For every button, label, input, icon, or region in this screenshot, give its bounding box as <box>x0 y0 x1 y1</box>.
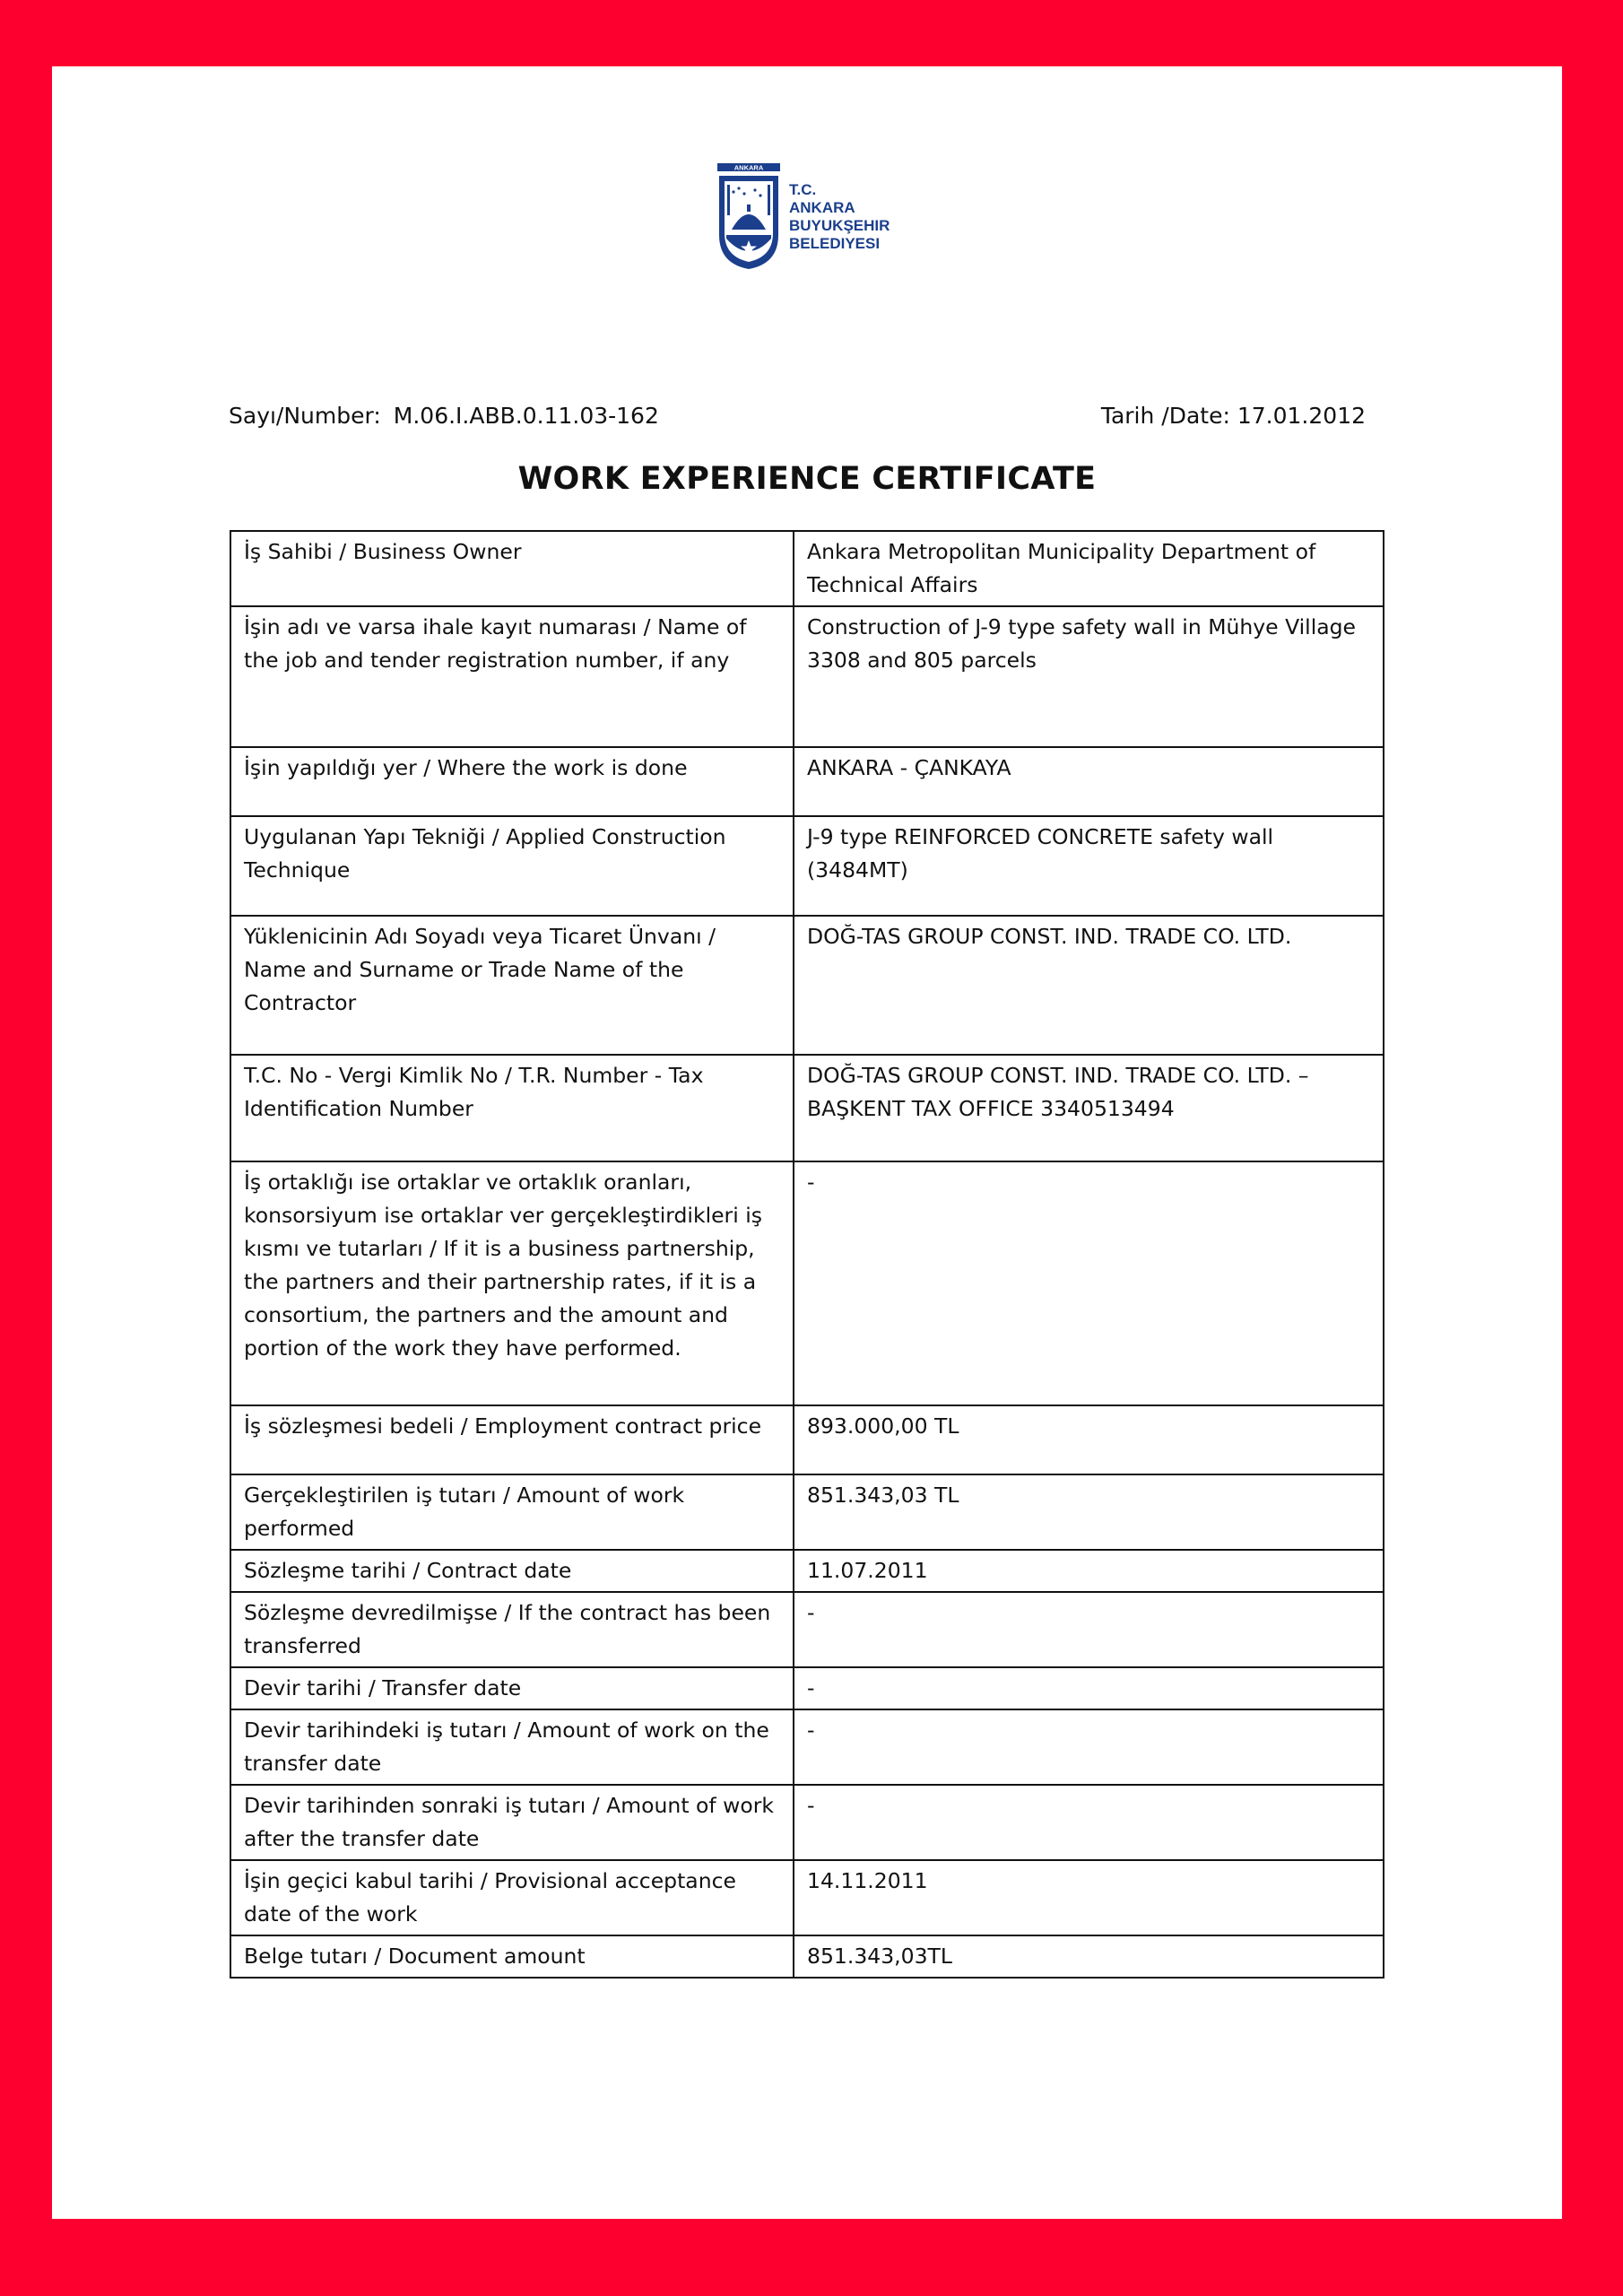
row-label: İşin yapıldığı yer / Where the work is done <box>230 747 794 816</box>
row-label: İşin adı ve varsa ihale kayıt numarası / Name of the job and tender registration number, if any <box>230 606 794 747</box>
row-value: ANKARA - ÇANKAYA <box>794 747 1384 816</box>
table-row <box>230 1474 1384 1550</box>
row-label: Devir tarihi / Transfer date <box>230 1667 794 1709</box>
row-label: İş sözleşmesi bedeli / Employment contract price <box>230 1405 794 1474</box>
document-title: WORK EXPERIENCE CERTIFICATE <box>517 461 1097 497</box>
table-row <box>230 1055 1384 1161</box>
table-row <box>230 531 1384 606</box>
row-label: Yüklenicinin Adı Soyadı veya Ticaret Ünvanı / Name and Surname or Trade Name of the Contractor <box>230 916 794 1055</box>
table-row <box>230 1785 1384 1860</box>
emblem-text: ANKARA <box>733 163 764 172</box>
logo-line: BELEDIYESI <box>789 235 881 252</box>
table-row <box>230 816 1384 916</box>
row-value: Ankara Metropolitan Municipality Department of Technical Affairs <box>794 531 1384 606</box>
row-value: - <box>794 1709 1384 1785</box>
municipality-name <box>789 181 890 253</box>
row-value: - <box>794 1667 1384 1709</box>
row-label: İşin geçici kabul tarihi / Provisional acceptance date of the work <box>230 1860 794 1935</box>
row-value: J-9 type REINFORCED CONCRETE safety wall (3484MT) <box>794 816 1384 916</box>
row-label: Gerçekleştirilen iş tutarı / Amount of work performed <box>230 1474 794 1550</box>
row-value: - <box>794 1592 1384 1667</box>
document-number <box>229 403 659 429</box>
table-row <box>230 1592 1384 1667</box>
table-row <box>230 1550 1384 1592</box>
date-value: 17.01.2012 <box>1237 403 1366 429</box>
row-label: Sözleşme devredilmişse / If the contract has been transferred <box>230 1592 794 1667</box>
municipality-logo <box>714 163 965 343</box>
row-value: - <box>794 1161 1384 1405</box>
row-label: Devir tarihindeki iş tutarı / Amount of work on the transfer date <box>230 1709 794 1785</box>
logo-line: ANKARA <box>789 199 855 216</box>
document-meta <box>229 403 1366 429</box>
row-label: Sözleşme tarihi / Contract date <box>230 1550 794 1592</box>
table-row <box>230 916 1384 1055</box>
logo-line: T.C. <box>789 181 817 198</box>
row-value: 14.11.2011 <box>794 1860 1384 1935</box>
row-value: 11.07.2011 <box>794 1550 1384 1592</box>
table-row <box>230 1667 1384 1709</box>
municipality-emblem-icon <box>714 163 785 271</box>
certificate-table <box>230 530 1384 1979</box>
row-value: 851.343,03 TL <box>794 1474 1384 1550</box>
table-row <box>230 1860 1384 1935</box>
row-value: - <box>794 1785 1384 1860</box>
number-label: Sayı/Number: <box>229 403 381 429</box>
row-label: Uygulanan Yapı Tekniği / Applied Construction Technique <box>230 816 794 916</box>
row-label: İş ortaklığı ise ortaklar ve ortaklık oranları, konsorsiyum ise ortaklar ver gerçekleştirdikleri iş kısmı ve tutarları / If it is a business partnership, the partners and their partnership rates, if it is a consortium, the partners and the amount and portion of the work they have performed. <box>230 1161 794 1405</box>
table-row <box>230 747 1384 816</box>
date-label: Tarih /Date: <box>1100 403 1230 429</box>
row-value: Construction of J-9 type safety wall in Mühye Village 3308 and 805 parcels <box>794 606 1384 747</box>
row-label: Devir tarihinden sonraki iş tutarı / Amount of work after the transfer date <box>230 1785 794 1860</box>
row-value: 893.000,00 TL <box>794 1405 1384 1474</box>
number-value: M.06.I.ABB.0.11.03-162 <box>393 403 659 429</box>
certificate-page <box>52 66 1562 2219</box>
row-value: 851.343,03TL <box>794 1935 1384 1978</box>
row-value: DOĞ-TAS GROUP CONST. IND. TRADE CO. LTD. <box>794 916 1384 1055</box>
logo-line: BUYUKŞEHIR <box>789 217 890 234</box>
row-label: İş Sahibi / Business Owner <box>230 531 794 606</box>
table-row <box>230 1709 1384 1785</box>
table-row <box>230 1935 1384 1978</box>
row-value: DOĞ-TAS GROUP CONST. IND. TRADE CO. LTD. – BAŞKENT TAX OFFICE 3340513494 <box>794 1055 1384 1161</box>
table-row <box>230 606 1384 747</box>
table-row <box>230 1161 1384 1405</box>
row-label: Belge tutarı / Document amount <box>230 1935 794 1978</box>
document-date <box>1101 403 1366 429</box>
table-row <box>230 1405 1384 1474</box>
row-label: T.C. No - Vergi Kimlik No / T.R. Number - Tax Identification Number <box>230 1055 794 1161</box>
